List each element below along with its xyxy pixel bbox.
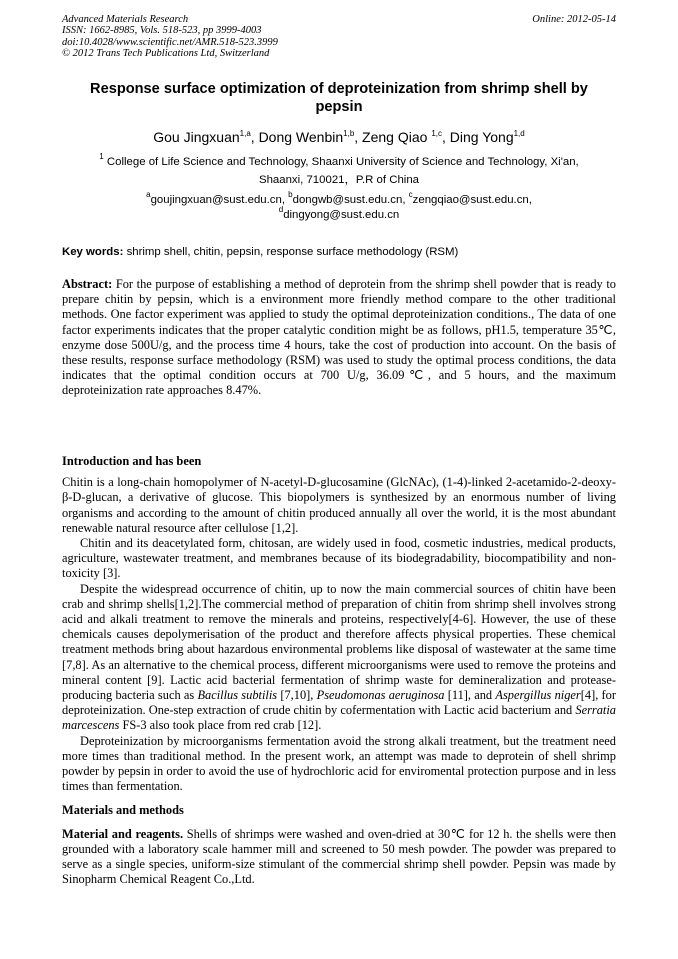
methods-text: Shells of shrimps were washed and oven-dried at 30℃ for 12 h. the shells were then grounded with a laboratory scale hammer mill and screened to 50 mesh powder. The powder was prepared to serve as a single species, uniform-size stimulant of the commercial shrimp shell powder. Pepsin was made by Sinopharm Chemical Reagent Co.,Ltd. (62, 826, 617, 887)
abstract-label: Abstract: (62, 277, 113, 291)
keywords-label: Key words: (62, 246, 124, 258)
methods-subheading: Material and reagents. (62, 826, 184, 841)
journal-header (62, 14, 616, 59)
paper-title (62, 80, 616, 116)
online-date: Online: 2012-05-14 (532, 14, 616, 25)
keywords-text: shrimp shell, chitin, pepsin, response surface methodology (RSM) (123, 246, 459, 258)
issn-line: ISSN: 1662-8985, Vols. 518-523, pp 3999-4003 (62, 25, 262, 37)
author-name: Gou Jingxuan (153, 129, 240, 145)
species-name: Pseudomonas aeruginosa (316, 688, 445, 703)
paragraph-text: [7,10], (277, 688, 317, 703)
abstract (62, 277, 616, 399)
copyright-line: © 2012 Trans Tech Publications Ltd, Switzerland (62, 47, 270, 59)
email-link[interactable]: dingyong@sust.edu.cn (283, 208, 400, 221)
species-name: Bacillus subtilis (197, 688, 278, 703)
intro-paragraph-3 (62, 582, 616, 734)
keywords (62, 245, 616, 260)
author-separator: , (354, 129, 363, 145)
author-superscript: 1,c (431, 129, 442, 138)
intro-paragraph-1: Chitin is a long-chain homopolymer of N-acetyl-D-glucosamine (GlcNAc), (1-4)-linked 2-acetamido-2-deoxy-β-D-glucan, a derivative of glucose. This biopolymers is synthesized by an enormous number of living organisms and according to the amount of chitin produced annually all over the world, it is the most abundant renewable natural resource after cellulose [1,2]. (62, 475, 616, 535)
paragraph-text: Despite the widespread occurrence of chitin, up to now the main commercial sources of chitin have been crab and shrimp shells[1,2].The commercial method of preparation of chitin from shrimp shell involves strong acid and alkali treatment to remove the minerals and proteins, respectively[4-6]. However, the use of these chemicals causes depolymerisation of the product and therefore affects physical properties. These chemical treatment methods bring about hazardous environmental problems like disposal of wastewater at the same time [7,8]. As an alternative to the chemical process, different microorganisms were used to remove the proteins and mineral content [9]. Lactic acid bacterial fermentation of shrimp waste for demineralization and protease-producing bacteria such as (62, 581, 616, 703)
email-superscript: d (278, 204, 284, 214)
author-emails (62, 190, 616, 222)
author-separator: , (441, 129, 450, 145)
doi-line: doi:10.4028/www.scientific.net/AMR.518-523.3999 (62, 36, 278, 48)
author-superscript: 1,a (239, 129, 251, 138)
affiliation (62, 153, 616, 189)
intro-paragraph-2: Chitin and its deacetylated form, chitosan, are widely used in food, cosmetic industries, medical products, agriculture, wastewater treatment, and membranes because of its biodegradability, biocompatibility and non-toxicity [3]. (62, 536, 616, 581)
paragraph-text: [11], and (444, 688, 496, 703)
introduction-heading: Introduction and has been (62, 454, 202, 468)
author-name: Zeng Qiao (362, 129, 432, 145)
author-list (62, 128, 616, 146)
title-line-2: pepsin (315, 99, 363, 115)
email-link[interactable]: zengqiao@sust.edu.cn, (412, 194, 532, 206)
methods-paragraph (62, 827, 616, 888)
species-name: Aspergillus niger (495, 688, 581, 703)
affiliation-line-1: College of Life Science and Technology, Shaanxi University of Science and Technology, Xi'an, (106, 156, 579, 168)
author-superscript: 1,d (513, 129, 525, 138)
author-name: Ding Yong (449, 129, 514, 145)
email-superscript: b (288, 190, 293, 199)
paragraph-text: [4], for deproteinization. One-step extraction of crude chitin by cofermentation with Lactic acid bacterium and (62, 688, 616, 718)
email-superscript: a (146, 190, 151, 199)
methods-heading: Materials and methods (62, 803, 184, 818)
email-link[interactable]: goujingxuan@sust.edu.cn, (150, 194, 289, 206)
species-name: Serratia marcescens (62, 703, 616, 733)
abstract-text: For the purpose of establishing a method of deprotein from the shrimp shell powder that is ready to prepare chitin by pepsin, which is a environment more friendly method compare to the other traditional methods. One factor experiment was applied to study the optimal deproteinization conditions., The data of one factor experiments indicates that the proper catalytic condition might be as follows, pH1.5, temperature 35℃, enzyme dose 500U/g, and the process time 4 hours, take the cost of production into account. On the basis of these results, response surface methodology (RSM) was used to study the optimal process conditions, the data indicates that the optimal condition occurs at 700 U/g, 36.09℃, and 5 hours, and the maximum deproteinization rate approaches 8.47%. (62, 277, 616, 398)
author-name: Dong Wenbin (258, 129, 344, 145)
intro-paragraph-4: Deproteinization by microorganisms fermentation avoid the strong alkali treatment, but the treatment need more times than traditional method. In the present work, an attempt was made to deprotein of shell shrimp powder by pepsin in order to avoid the use of hydrochloric acid for enviromental protection purpose and in less times than fermentation. (62, 733, 616, 794)
email-superscript: c (408, 190, 413, 199)
journal-name: Advanced Materials Research (62, 14, 189, 25)
main-text (62, 454, 616, 887)
email-link[interactable]: dongwb@sust.edu.cn, (292, 194, 409, 206)
title-line-1: Response surface optimization of deproteinization from shrimp shell by (90, 81, 588, 97)
author-superscript: 1,b (343, 129, 355, 138)
author-separator: , (250, 129, 259, 145)
paragraph-text: FS-3 also took place from red crab [12]. (119, 718, 322, 733)
affiliation-line-2: Shaanxi, 710021，P.R of China (258, 174, 419, 186)
affiliation-superscript: 1 (99, 152, 104, 161)
